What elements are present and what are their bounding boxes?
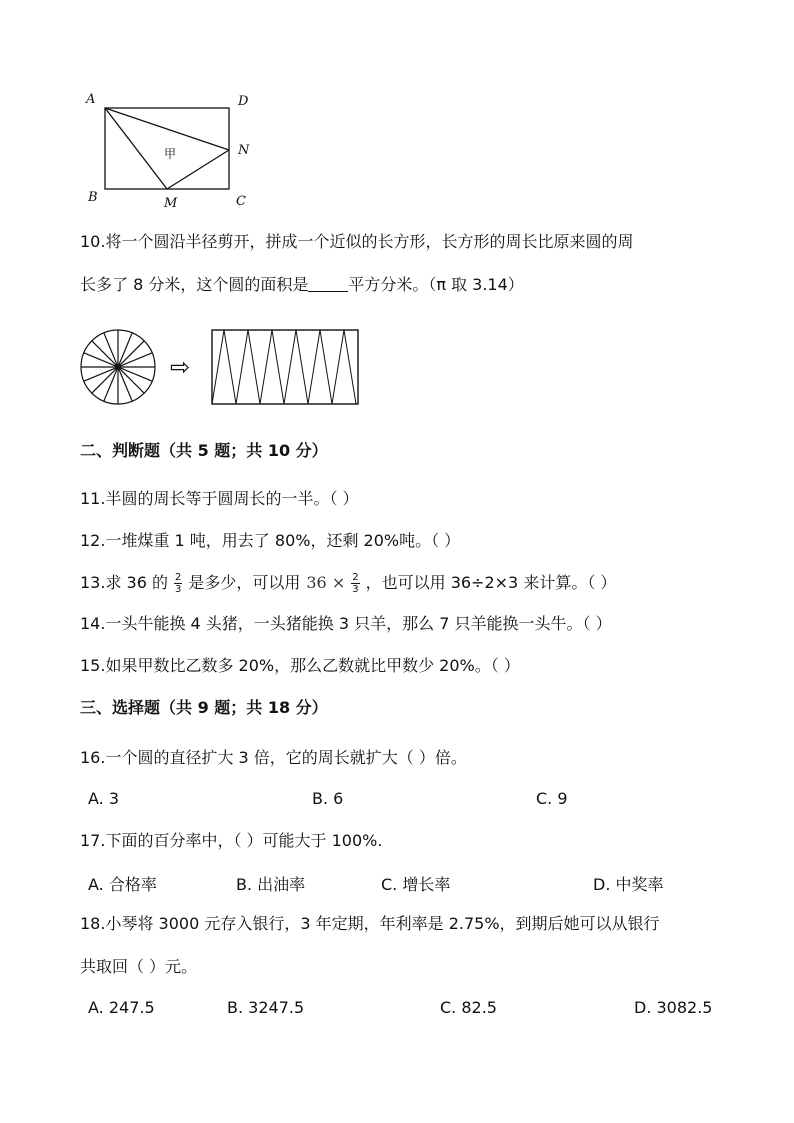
fraction-two-thirds [174, 572, 182, 595]
option-16-b[interactable]: B. 6 [312, 789, 344, 808]
fraction-denominator: 3 [352, 583, 359, 595]
circle-to-rectangle-figure [78, 326, 368, 410]
option-18-a[interactable]: A. 247.5 [88, 998, 155, 1017]
circle-sectors-drawing [78, 326, 368, 410]
point-label-m: M [164, 196, 178, 211]
point-label-a: A [86, 92, 96, 107]
question-13-pre: 13.求 36 的 [80, 573, 168, 592]
fraction-two-thirds-2 [351, 572, 359, 595]
question-18-line-1: 18.小琴将 3000 元存入银行，3 年定期，年利率是 2.75%，到期后她可以从银行 [80, 914, 660, 933]
point-label-b: B [88, 190, 98, 205]
question-13-mid: 是多少，可以用 [188, 573, 301, 592]
question-16: 16.一个圆的直径扩大 3 倍，它的周长就扩大（ ）倍。 [80, 748, 467, 767]
region-label-jia: 甲 [164, 147, 177, 161]
option-18-b[interactable]: B. 3247.5 [227, 998, 305, 1017]
point-label-n: N [238, 143, 250, 158]
option-18-d[interactable]: D. 3082.5 [634, 998, 713, 1017]
option-17-a[interactable]: A. 合格率 [88, 875, 157, 894]
section-2-heading: 二、判断题（共 5 题；共 10 分） [80, 441, 328, 460]
question-10-line-1: 10.将一个圆沿半径剪开，拼成一个近似的长方形，长方形的周长比原来圆的周 [80, 232, 634, 251]
math-expression: 36 × [306, 573, 346, 592]
point-label-c: C [236, 194, 246, 209]
section-3-heading: 三、选择题（共 9 题；共 18 分） [80, 698, 328, 717]
question-14: 14.一头牛能换 4 头猪，一头猪能换 3 只羊，那么 7 只羊能换一头牛。（ ） [80, 614, 612, 633]
point-label-d: D [238, 94, 249, 109]
option-17-c[interactable]: C. 增长率 [381, 875, 451, 894]
question-17: 17.下面的百分率中，（ ）可能大于 100%. [80, 831, 383, 850]
option-17-b[interactable]: B. 出油率 [236, 875, 306, 894]
question-10-text-a: 长多了 8 分米，这个圆的面积是 [80, 275, 309, 294]
question-15: 15.如果甲数比乙数多 20%，那么乙数就比甲数少 20%。（ ） [80, 656, 520, 675]
fraction-numerator: 2 [352, 571, 359, 583]
question-11: 11.半圆的周长等于圆周长的一半。（ ） [80, 489, 359, 508]
question-10-line-2 [80, 275, 524, 295]
question-12: 12.一堆煤重 1 吨，用去了 80%，还剩 20%吨。（ ） [80, 531, 461, 550]
fraction-denominator: 3 [174, 583, 182, 595]
arrow-icon: ⇨ [170, 353, 191, 381]
rectangle-triangle-figure [80, 88, 260, 213]
option-17-d[interactable]: D. 中奖率 [593, 875, 664, 894]
option-16-c[interactable]: C. 9 [536, 789, 568, 808]
question-13-post: ，也可以用 36÷2×3 来计算。（ ） [365, 573, 617, 592]
option-18-c[interactable]: C. 82.5 [440, 998, 497, 1017]
option-16-a[interactable]: A. 3 [88, 789, 120, 808]
answer-blank[interactable] [308, 275, 348, 292]
question-13 [80, 570, 616, 596]
question-10-text-b: 平方分米。（π 取 3.14） [348, 275, 524, 294]
question-18-line-2: 共取回（ ）元。 [80, 957, 198, 976]
fraction-numerator: 2 [174, 571, 182, 583]
